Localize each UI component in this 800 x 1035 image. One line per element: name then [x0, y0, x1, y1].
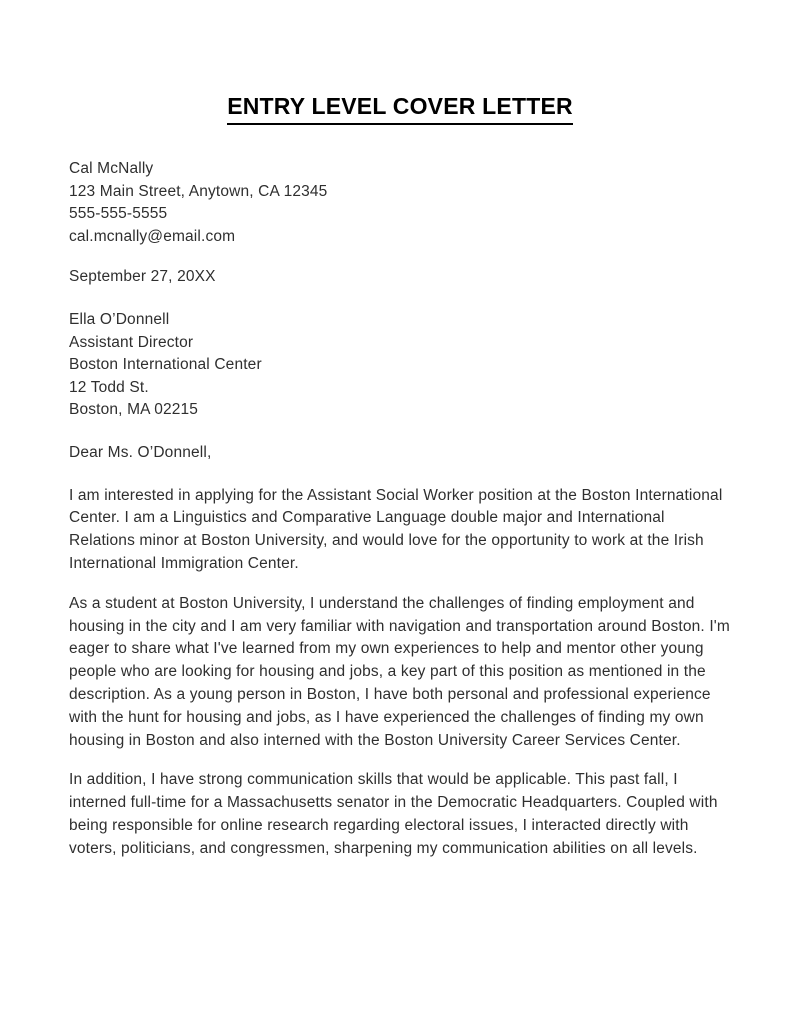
sender-block: [69, 158, 733, 248]
recipient-name: Ella O’Donnell: [69, 310, 170, 328]
letter-date-text: September 27, 20XX: [69, 268, 216, 286]
sender-phone: 555-555-5555: [69, 205, 168, 223]
spacer-paragraph-2: [69, 752, 733, 769]
letter-body: [69, 158, 733, 860]
body-paragraph-3: In addition, I have strong communication skills that would be applicable. This past fall, I interned full-time for a Massachusetts senator in the Democratic Headquarters. Coupled with being responsible for online research regarding electoral issues, I interacted directly with voters, politicians, and congressmen, sharpening my communication abilities on all levels.: [69, 771, 718, 857]
spacer-after-salutation: [69, 465, 733, 485]
sender-email: cal.mcnally@email.com: [69, 227, 236, 245]
body-paragraph-1: I am interested in applying for the Assistant Social Worker position at the Boston International Center. I am a Linguistics and Comparative Language double major and International Relations minor at Boston University, and would love for the opportunity to work at the Irish International Immigration Center.: [69, 486, 723, 572]
letter-date: [69, 266, 733, 289]
spacer-after-date: [69, 289, 733, 309]
recipient-job-title: Assistant Director: [69, 333, 194, 351]
recipient-block: [69, 309, 733, 422]
recipient-organization: Boston International Center: [69, 356, 262, 374]
sender-address: 123 Main Street, Anytown, CA 12345: [69, 182, 328, 200]
spacer-paragraph-1: [69, 576, 733, 593]
spacer-after-recipient: [69, 422, 733, 442]
page-title: [0, 93, 800, 125]
page-title-text: ENTRY LEVEL COVER LETTER: [227, 93, 573, 125]
salutation: Dear Ms. O’Donnell,: [69, 443, 212, 461]
recipient-city-state-zip: Boston, MA 02215: [69, 401, 199, 419]
recipient-street: 12 Todd St.: [69, 378, 149, 396]
body-paragraph-2: As a student at Boston University, I understand the challenges of finding employment and housing in the city and I am very familiar with navigation and transportation around Boston. I'm eager to share what I've learned from my own experiences to help and mentor other young people who are looking for housing and jobs, a key part of this position as mentioned in the description. As a young person in Boston, I have both personal and professional experience with the hunt for housing and jobs, as I have experienced the challenges of finding my own housing in Boston and also interned with the Boston University Career Services Center.: [69, 594, 730, 749]
sender-name: Cal McNally: [69, 160, 154, 177]
spacer-after-sender: [69, 248, 733, 266]
